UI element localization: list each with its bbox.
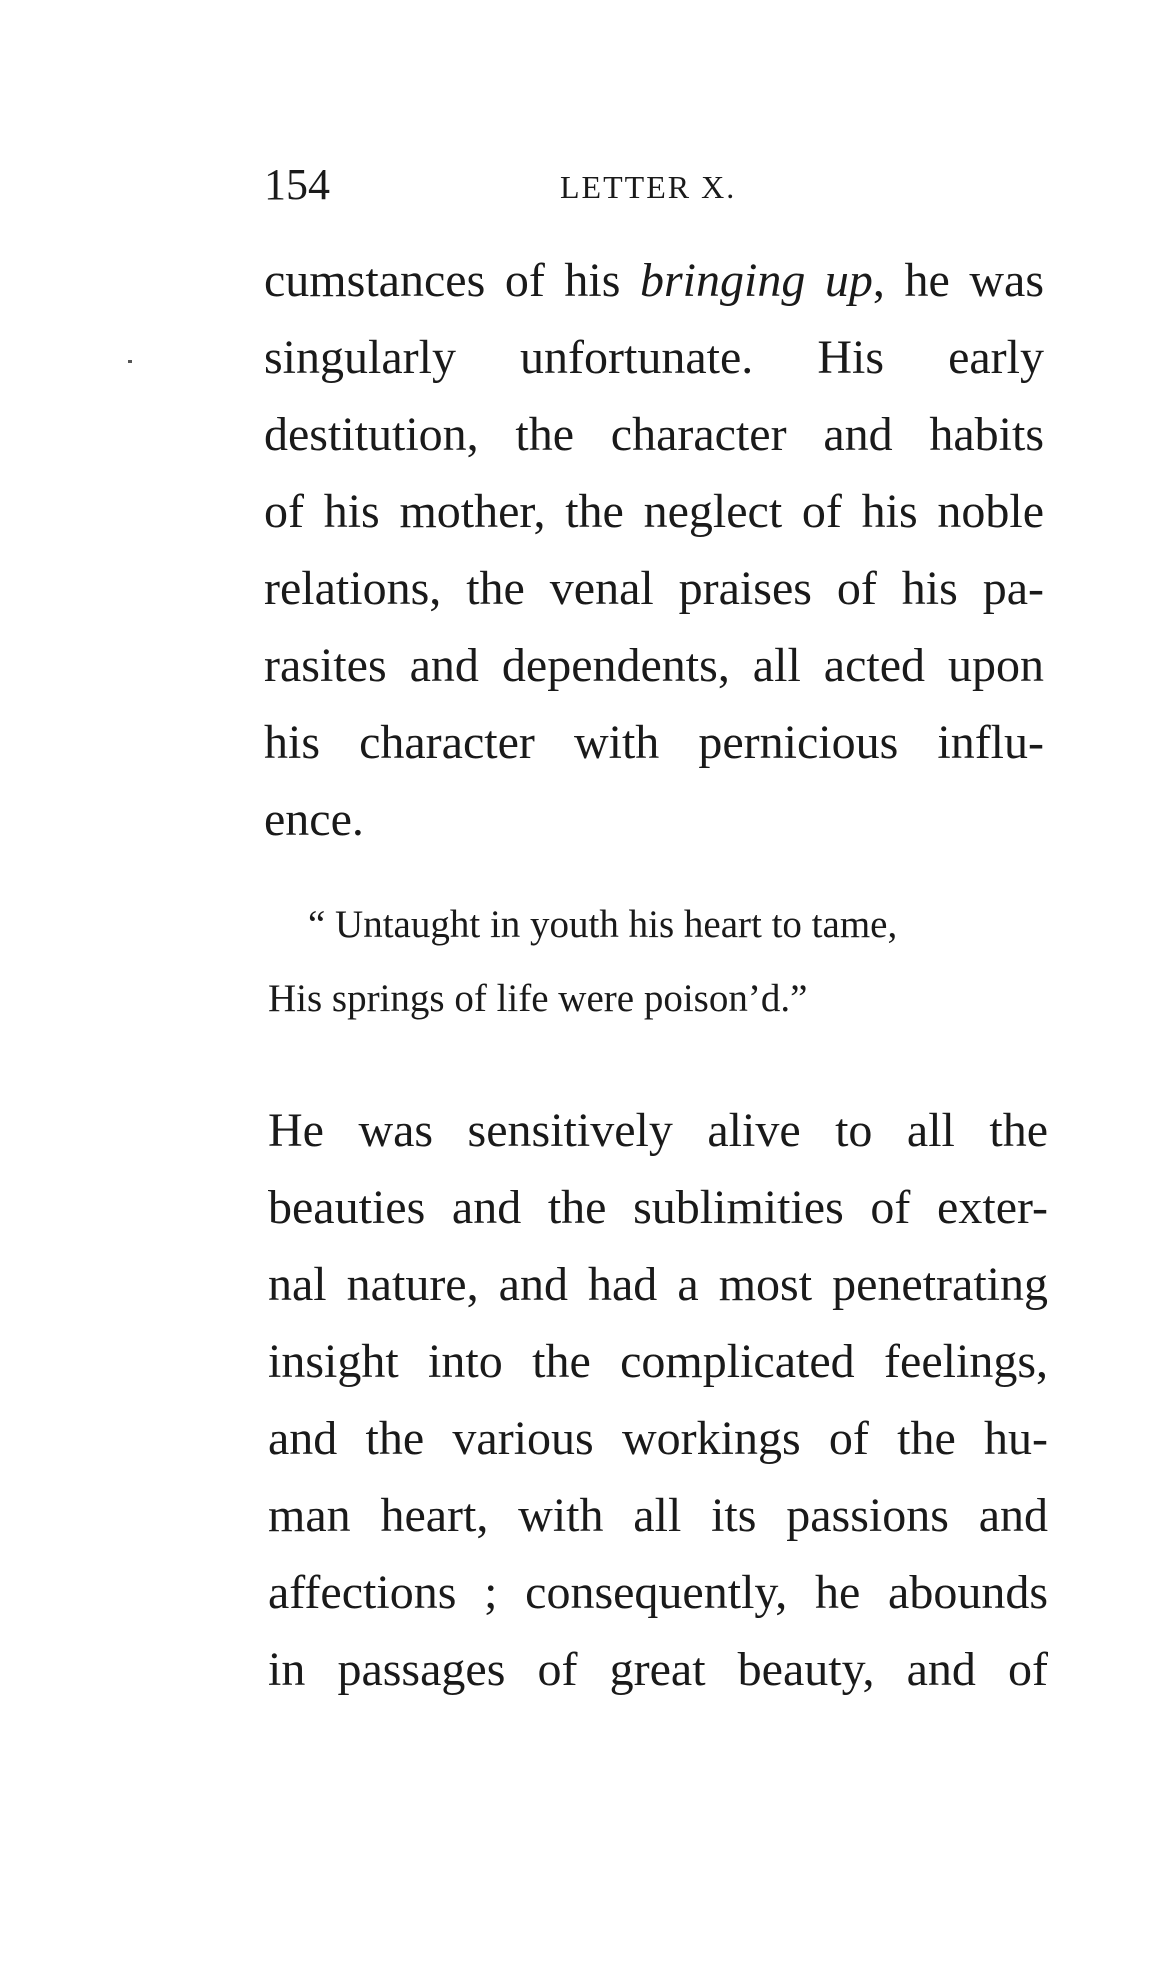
running-title: LETTER X.: [560, 169, 737, 205]
paragraph-line: man heart, with all its passions and: [268, 1489, 1048, 1542]
verse-quotation: [268, 888, 1058, 1036]
paragraph-line: He was sensitively alive to all the: [268, 1104, 1048, 1157]
page-number: 154: [264, 160, 330, 209]
paragraph-line: his character with pernicious influ-: [264, 716, 1044, 769]
paragraph-line: destitution, the character and habits: [264, 408, 1044, 461]
paragraph-line: of his mother, the neglect of his noble: [264, 485, 1044, 538]
paragraph-line: beauties and the sublimities of exter-: [268, 1181, 1048, 1234]
line-text: cumstances of his: [264, 254, 640, 307]
verse-line: His springs of life were poison’d.”: [268, 977, 808, 1020]
paragraph-line: in passages of great beauty, and of: [268, 1643, 1048, 1696]
paragraph-line: and the various workings of the hu-: [268, 1412, 1048, 1465]
paragraph-line: affections ; consequently, he abounds: [268, 1566, 1048, 1619]
running-head: [264, 160, 1044, 210]
paragraph-line: singularly unfortunate. His early: [264, 331, 1044, 384]
paragraph-line: insight into the complicated feelings,: [268, 1335, 1048, 1388]
paragraph-line: relations, the venal praises of his pa-: [264, 562, 1044, 615]
italic-phrase: bringing up: [639, 254, 873, 307]
ink-speck: [128, 360, 132, 363]
paragraph-line: rasites and dependents, all acted upon: [264, 639, 1044, 692]
paragraph-line: ence.: [264, 793, 364, 846]
line-text: , he was: [872, 254, 1045, 307]
paragraph: [268, 1092, 1048, 1708]
paragraph-line: nal nature, and had a most penetrating: [268, 1258, 1048, 1311]
paragraph-line: [264, 242, 1044, 319]
verse-line: “ Untaught in youth his heart to tame,: [308, 903, 898, 946]
paragraph-continued: [264, 242, 1044, 858]
